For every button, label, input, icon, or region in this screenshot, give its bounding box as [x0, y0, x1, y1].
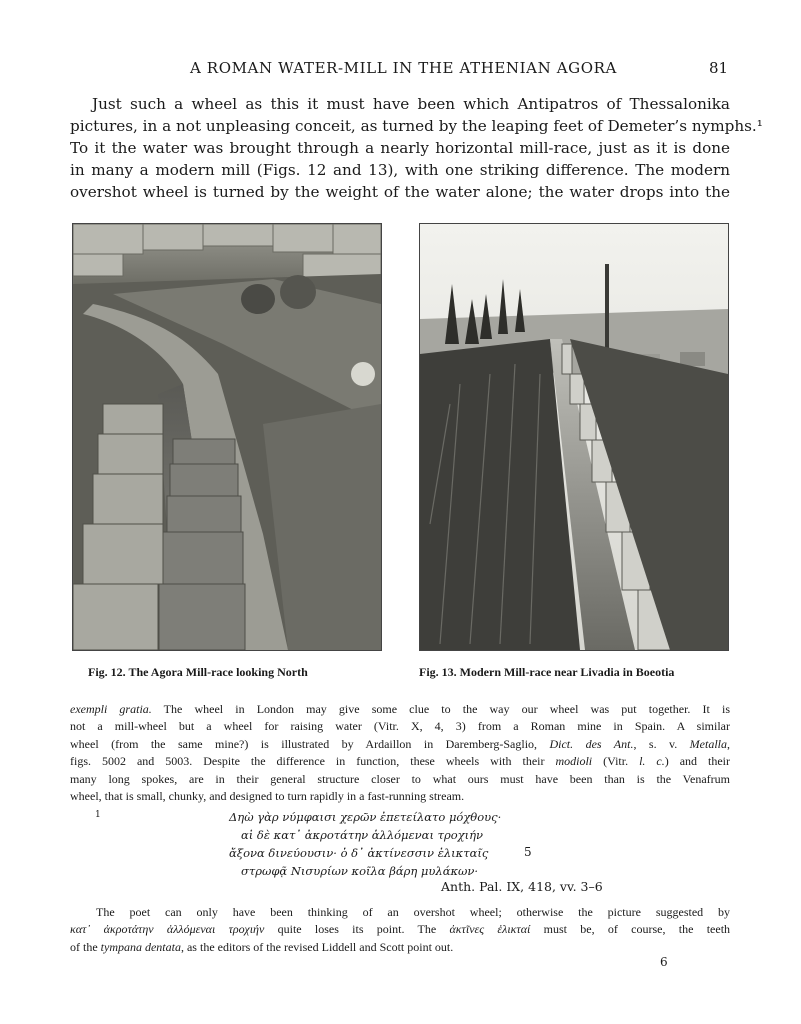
footnote-line: figs. 5002 and 5003. Despite the difference in function, these wheels with their modioli (Vitr. l. c.) and their	[70, 754, 730, 769]
footnote-line: exempli gratia. The wheel in London may give some clue to the way our wheel was put together. It is	[70, 702, 730, 716]
greek-term: ἀκτῖνες ἑλικταί	[449, 922, 531, 937]
greek-verse-line: Δηὼ γὰρ νύμφαισι χερῶν ἐπετείλατο μόχθους·	[229, 810, 502, 824]
figure-13-caption: Fig. 13. Modern Mill-race near Livadia in Boeotia	[419, 665, 675, 679]
greek-verse-line: στρωφᾷ Νισυρίων κοῖλα βάρη μυλάκων·	[241, 864, 479, 878]
footnote-line: of the tympana dentata, as the editors of the revised Liddell and Scott point out.	[70, 939, 454, 954]
greek-verse-line: ἄξονα δινεύουσιν· ὁ δ᾽ ἀκτίνεσσιν ἑλικταῖς	[229, 846, 489, 860]
verse-line-number: 5	[524, 845, 532, 859]
footnote-line: wheel, that is small, chunky, and designed to turn rapidly in a fast-running stream.	[70, 789, 465, 804]
body-line: To it the water was brought through a nearly horizontal mill-race, just as it is done	[70, 139, 730, 157]
footnote-commentary	[70, 904, 730, 956]
agora-mill-race-photo	[73, 224, 381, 650]
body-line: overshot wheel is turned by the weight of the water alone; the water drops into the	[70, 183, 730, 201]
citation: Anth. Pal. IX, 418, vv. 3–6	[441, 879, 603, 894]
italic-phrase: exempli gratia.	[70, 702, 152, 716]
body-line: in many a modern mill (Figs. 12 and 13), with one striking difference. The modern	[70, 161, 730, 179]
body-line: pictures, in a not unpleasing conceit, as turned by the leaping feet of Demeter’s nymphs.¹	[70, 117, 763, 135]
footnote-line: not a mill-wheel but a wheel for raising water (Vitr. X, 4, 3) from a Roman mine in Spain. A similar	[70, 719, 730, 734]
body-paragraph	[70, 93, 763, 203]
livadia-mill-race-photo	[420, 224, 728, 650]
footnote-line: The poet can only have been thinking of an overshot wheel; otherwise the picture suggested by	[96, 905, 730, 919]
running-title: A ROMAN WATER-MILL IN THE ATHENIAN AGORA	[190, 59, 617, 77]
greek-phrase: κατ᾽ ἀκροτάτην ἁλλόμεναι τροχιήν	[70, 922, 265, 937]
latin-term: tympana dentata	[100, 939, 181, 954]
running-header	[0, 59, 801, 81]
footnote-line: wheel (from the same mine?) is illustrated by Ardaillon in Daremberg-Saglio, Dict. des Ant., s. v. Metalla,	[70, 736, 730, 751]
figure-12-caption: Fig. 12. The Agora Mill-race looking North	[88, 665, 308, 679]
footnote-line: κατ᾽ ἀκροτάτην ἁλλόμεναι τροχιήν quite loses its point. The ἀκτῖνες ἑλικταί must be, of course, the teeth	[70, 922, 731, 937]
body-line: Just such a wheel as this it must have been which Antipatros of Thessalonika	[92, 95, 730, 113]
footnote-continuation	[70, 701, 730, 805]
page-number: 81	[709, 59, 729, 77]
figure-12-photo	[72, 223, 382, 651]
greek-verse-line: αἱ δὲ κατ᾽ ἀκροτάτην ἁλλόμεναι τροχιήν	[241, 828, 484, 842]
footnote-line: many long spokes, are in their general structure closer to what ours must have been than is the Venafrum	[70, 771, 730, 786]
footnote-number: 1	[95, 810, 101, 820]
figure-13-photo	[419, 223, 729, 651]
signature-mark: 6	[660, 955, 668, 969]
